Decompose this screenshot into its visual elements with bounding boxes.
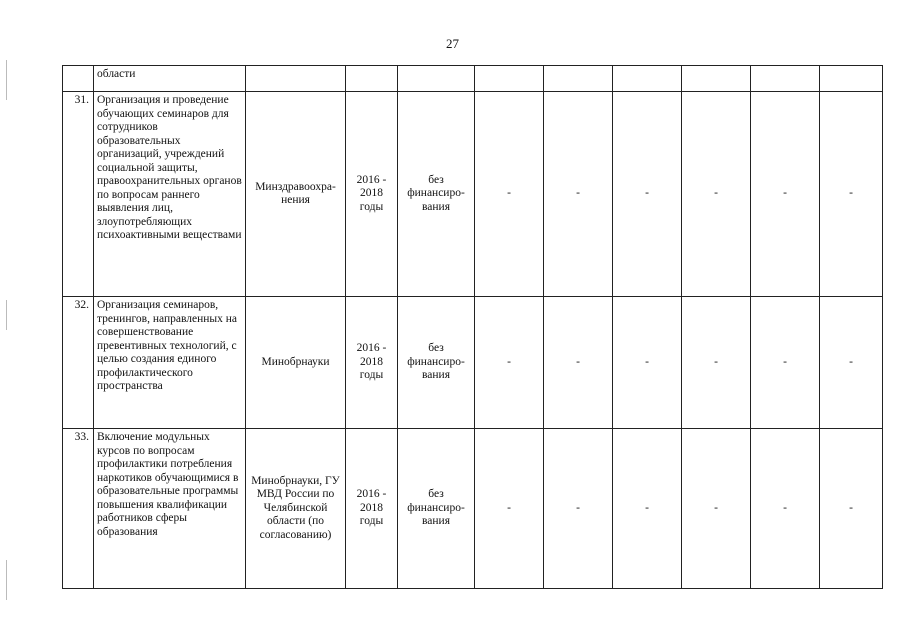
scan-edge-mark [6, 300, 7, 330]
cell-funding [398, 66, 475, 92]
cell-num [63, 66, 94, 92]
cell-executor: Минобрнауки, ГУ МВД России по Челябинской области (по согласованию) [246, 429, 346, 589]
cell-num: 32. [63, 297, 94, 429]
cell-name: Организация семинаров, тренингов, направленных на совершенствование превентивных технологий, с целью создания единого профилактического пространства [94, 297, 246, 429]
cell-value: - [820, 92, 883, 297]
cell-value: - [751, 92, 820, 297]
cell-value: - [475, 297, 544, 429]
cell-value: - [682, 429, 751, 589]
scan-edge-mark [6, 60, 7, 100]
cell-value [820, 66, 883, 92]
cell-value: - [544, 92, 613, 297]
scan-edge-mark [6, 560, 7, 600]
cell-executor: Минздравоохра-нения [246, 92, 346, 297]
cell-value: - [682, 297, 751, 429]
cell-value: - [751, 297, 820, 429]
table-row-31 [63, 92, 883, 297]
cell-value: - [613, 429, 682, 589]
cell-executor [246, 66, 346, 92]
cell-funding: без финансиро-вания [398, 297, 475, 429]
cell-period: 2016 - 2018 годы [346, 429, 398, 589]
cell-value: - [544, 297, 613, 429]
table-row-32 [63, 297, 883, 429]
cell-num: 31. [63, 92, 94, 297]
cell-name: области [94, 66, 246, 92]
cell-value: - [751, 429, 820, 589]
cell-value: - [682, 92, 751, 297]
table-row-33 [63, 429, 883, 589]
cell-name: Организация и проведение обучающих семинаров для сотрудников образовательных организаций, учреждений социальной защиты, правоохранительных органов по вопросам раннего выявления лиц, злоупотребляющих психоактивными веществами [94, 92, 246, 297]
cell-num: 33. [63, 429, 94, 589]
cell-value: - [820, 297, 883, 429]
page-number: 27 [446, 36, 459, 51]
cell-period: 2016 - 2018 годы [346, 297, 398, 429]
cell-value: - [613, 297, 682, 429]
measures-table [62, 65, 883, 589]
cell-name: Включение модульных курсов по вопросам профилактики потребления наркотиков обучающимися в образовательные программы повышения квалификации работников сферы образования [94, 429, 246, 589]
cell-funding: без финансиро-вания [398, 429, 475, 589]
cell-value [613, 66, 682, 92]
cell-value: - [475, 92, 544, 297]
cell-period: 2016 - 2018 годы [346, 92, 398, 297]
cell-funding: без финансиро-вания [398, 92, 475, 297]
cell-value: - [544, 429, 613, 589]
cell-value: - [613, 92, 682, 297]
cell-value: - [475, 429, 544, 589]
cell-value: - [820, 429, 883, 589]
cell-value [475, 66, 544, 92]
cell-value [682, 66, 751, 92]
cell-value [544, 66, 613, 92]
cell-period [346, 66, 398, 92]
table-row-continuation [63, 66, 883, 92]
cell-value [751, 66, 820, 92]
cell-executor: Минобрнауки [246, 297, 346, 429]
